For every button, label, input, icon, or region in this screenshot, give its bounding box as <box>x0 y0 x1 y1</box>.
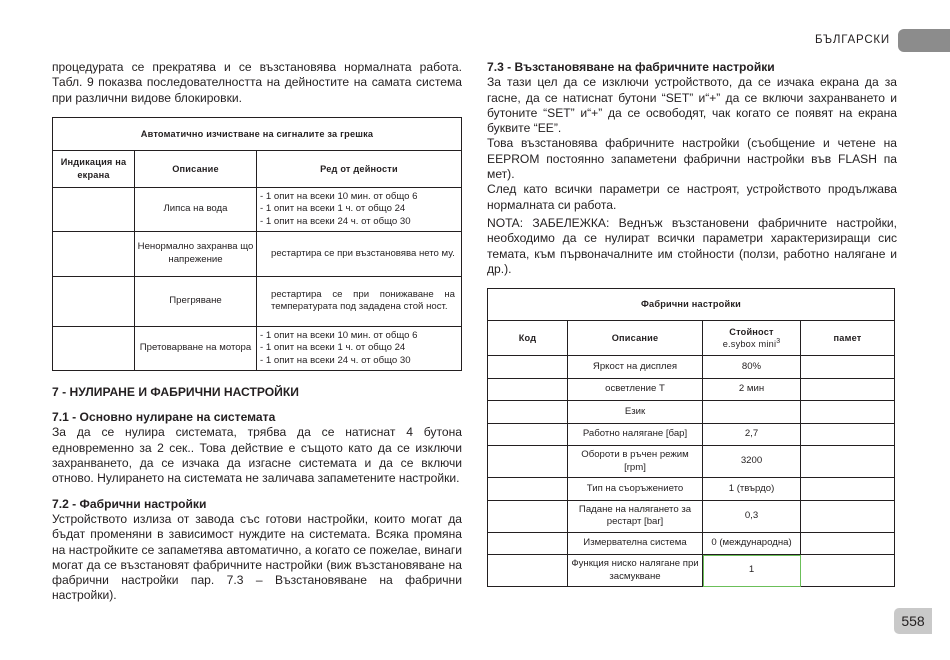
factory-memory <box>801 446 895 478</box>
factory-code <box>488 401 568 424</box>
factory-memory <box>801 423 895 446</box>
value-header-model <box>703 338 800 351</box>
right-column <box>487 60 897 587</box>
error-description: Претоварване на мотора <box>135 326 257 370</box>
factory-col-memory: памет <box>801 321 895 356</box>
factory-code <box>488 478 568 501</box>
error-actions: рестартира се при възстановява нето му. <box>257 231 462 276</box>
factory-value <box>703 401 801 424</box>
factory-memory <box>801 532 895 555</box>
section-7-1-text: За да се нулира системата, трябва да се натиснат 4 бутона едновременно за 2 сек.. Това действие е същото като да се изключи захранването, да се изчака да изгасне системата и да се включи отново. Нулирането на системата не заличава запаметените настройки. <box>52 425 462 486</box>
factory-row <box>488 378 895 401</box>
factory-table-title: Фабрични настройки <box>488 289 895 321</box>
language-tab <box>898 29 950 52</box>
error-reset-table <box>52 117 462 371</box>
intro-paragraph: процедурата се прекратява и се възстановява нормалната работа. Табл. 9 показва последователността на дейностите на самата системa при различни видове блокировки. <box>52 60 462 105</box>
factory-col-value <box>703 321 801 356</box>
section-7-3-heading: 7.3 - Възстановяване на фабричните настройки <box>487 60 775 74</box>
section-7-3-note: NOTA: ЗАБЕЛЕЖКА: Веднъж възстановени фабричните настройки, необходимо да се нулират всички параметри характеризиращи сис темата, към първоначалните им стойности (ползи, работно налягане и др.). <box>487 215 897 276</box>
factory-row <box>488 423 895 446</box>
error-description: Ненормално захранва що напрежение <box>135 231 257 276</box>
factory-code <box>488 423 568 446</box>
error-row <box>53 231 462 276</box>
section-7-3-para-2: Това възстановява фабричните настройки (съобщение и четене на EEPROM постоянно запаметени фабрични настройки във FLASH па мет). <box>487 136 897 182</box>
factory-row <box>488 446 895 478</box>
language-label: БЪЛГАРСКИ <box>815 34 890 46</box>
factory-description: Падане на налягането за рестарт [bar] <box>568 500 703 532</box>
section-7-2-heading: 7.2 - Фабрични настройки <box>52 496 207 511</box>
action-line: - 1 опит на всеки 24 ч. от общо 30 <box>260 215 411 227</box>
factory-memory <box>801 401 895 424</box>
error-col-actions: Ред от дейности <box>257 150 462 187</box>
factory-description: Измервателна система <box>568 532 703 555</box>
factory-value: 1 (твърдо) <box>703 478 801 501</box>
error-col-description: Описание <box>135 150 257 187</box>
factory-row <box>488 356 895 379</box>
factory-code <box>488 532 568 555</box>
factory-description: Език <box>568 401 703 424</box>
factory-row <box>488 478 895 501</box>
section-7-3-para-1: За тази цел да се изключи устройството, да се изчака екрана да за гасне, да се натиснат бутони “SET” и“+” да се включи захранването и бутоните “SET” и“+” да се освободят, чак когато се появят на екрана буквите “EE”. <box>487 75 897 136</box>
error-col-indication: Индикация на екрана <box>53 150 135 187</box>
factory-settings-table <box>487 288 895 587</box>
factory-code <box>488 378 568 401</box>
error-row <box>53 276 462 326</box>
action-line: - 1 опит на всеки 10 мин. от общо 6 <box>260 190 418 202</box>
factory-memory <box>801 356 895 379</box>
factory-memory <box>801 378 895 401</box>
factory-row <box>488 401 895 424</box>
error-indication <box>53 326 135 370</box>
factory-description: осветление T <box>568 378 703 401</box>
value-header-label: Стойност <box>729 326 774 337</box>
error-description: Липса на вода <box>135 187 257 231</box>
error-row <box>53 326 462 370</box>
factory-memory <box>801 500 895 532</box>
factory-col-code: Код <box>488 321 568 356</box>
factory-value: 80% <box>703 356 801 379</box>
factory-row <box>488 532 895 555</box>
error-indication <box>53 276 135 326</box>
factory-description: Работно налягане [бар] <box>568 423 703 446</box>
factory-description: Функция ниско налягане при засмукване <box>568 555 703 587</box>
error-indication <box>53 231 135 276</box>
action-line: - 1 опит на всеки 24 ч. от общо 30 <box>260 354 411 366</box>
error-description: Прегряване <box>135 276 257 326</box>
factory-value: 0 (международна) <box>703 532 801 555</box>
factory-description: Тип на съоръжението <box>568 478 703 501</box>
error-actions <box>257 187 462 231</box>
error-table-title: Автоматично изчистване на сигналите за грешка <box>53 117 462 150</box>
factory-value: 1 <box>703 555 801 587</box>
action-line: - 1 опит на всеки 1 ч. от общо 24 <box>260 203 406 215</box>
factory-memory <box>801 478 895 501</box>
section-7-3-para-3: След като всички параметри се настроят, устройството продължава нормалната си работа. <box>487 182 897 212</box>
factory-value: 2,7 <box>703 423 801 446</box>
action-line: - 1 опит на всеки 1 ч. от общо 24 <box>260 342 406 354</box>
factory-description: Яркост на дисплея <box>568 356 703 379</box>
page-number: 558 <box>894 608 932 634</box>
action-line: - 1 опит на всеки 10 мин. от общо 6 <box>260 329 418 341</box>
factory-row <box>488 500 895 532</box>
factory-value: 2 мин <box>703 378 801 401</box>
model-name: e.sybox mini <box>722 339 777 350</box>
factory-description: Обороти в ръчен режим [rpm] <box>568 446 703 478</box>
error-actions <box>257 326 462 370</box>
error-row <box>53 187 462 231</box>
factory-value: 3200 <box>703 446 801 478</box>
section-7-1-heading: 7.1 - Основно нулиране на системата <box>52 410 276 425</box>
left-column <box>52 60 462 604</box>
section-7-2-text: Устройството излиза от завода със готови настройки, които могат да бъдат променяни в зависимост нуждите на системата. Всяка промяна на настройките се запаметява автоматично, а когато се пожелае, винаги могат да се възстановят фабричните настройки (виж възстановяване на фабрични настройки пар. 7.3 – Възстановяване на фабрични настройки). <box>52 511 462 603</box>
error-actions: рестартира се при понижаване на температурата под зададена стой ност. <box>257 276 462 326</box>
factory-memory <box>801 555 895 587</box>
section-7-heading: 7 - НУЛИРАНЕ И ФАБРИЧНИ НАСТРОЙКИ <box>52 384 299 399</box>
factory-code <box>488 356 568 379</box>
factory-col-description: Описание <box>568 321 703 356</box>
factory-code <box>488 500 568 532</box>
factory-code <box>488 446 568 478</box>
error-indication <box>53 187 135 231</box>
factory-code <box>488 555 568 587</box>
factory-row <box>488 555 895 587</box>
factory-value: 0,3 <box>703 500 801 532</box>
model-superscript: 3 <box>776 338 781 346</box>
